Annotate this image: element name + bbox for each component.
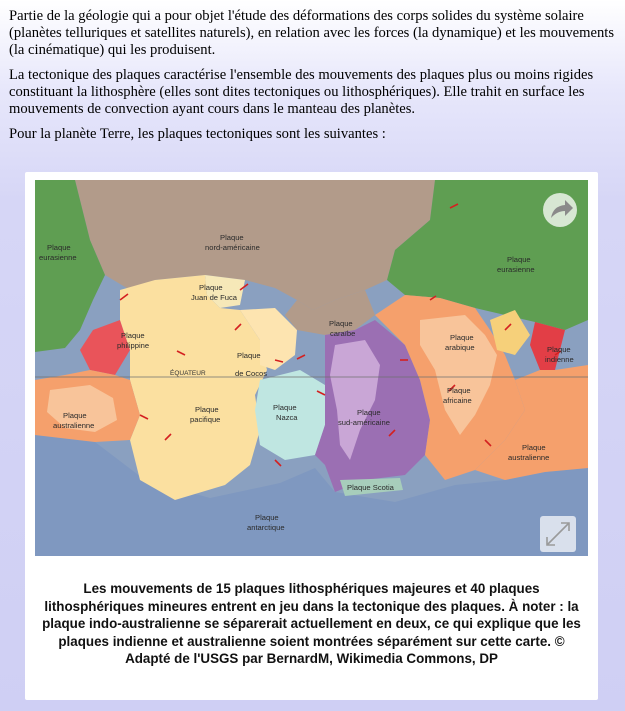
label-eurasienne-w-2: eurasienne xyxy=(39,253,77,262)
label-indienne-1: Plaque xyxy=(547,345,571,354)
label-juan-de-fuca-2: Juan de Fuca xyxy=(191,293,238,302)
label-sud-americaine-2: sud-américaine xyxy=(338,418,390,427)
label-australienne-w-1: Plaque xyxy=(63,411,87,420)
label-africaine-2: africaine xyxy=(443,396,472,405)
label-philippine-2: philippine xyxy=(117,341,150,350)
label-pacifique-2: pacifique xyxy=(190,415,221,424)
label-arabique-2: arabique xyxy=(445,343,475,352)
label-philippine-1: Plaque xyxy=(121,331,145,340)
label-australienne-e-1: Plaque xyxy=(522,443,546,452)
label-sud-americaine-1: Plaque xyxy=(357,408,381,417)
label-australienne-e-2: australienne xyxy=(508,453,550,462)
paragraph-definition: Partie de la géologie qui a pour objet l'étude des déformations des corps solides du système solaire (planètes telluriques et satellites naturels), en relation avec les forces (la dynamique) et les mouvements (la cinématique) qui les produisent. xyxy=(9,8,615,58)
label-antarctique-1: Plaque xyxy=(255,513,279,522)
label-eurasienne-e-1: Plaque xyxy=(507,255,531,264)
label-caraibe-2: caraïbe xyxy=(330,329,356,338)
paragraph-liste-intro: Pour la planète Terre, les plaques tectoniques sont les suivantes : xyxy=(9,126,386,142)
label-scotia: Plaque Scotia xyxy=(347,483,394,492)
label-eurasienne-w-1: Plaque xyxy=(47,243,71,252)
label-nord-americaine-2: nord-américaine xyxy=(205,243,260,252)
expand-button[interactable] xyxy=(540,516,576,552)
label-nazca-1: Plaque xyxy=(273,403,297,412)
label-nord-americaine-1: Plaque xyxy=(220,233,244,242)
label-nazca-2: Nazca xyxy=(276,413,298,422)
label-caraibe-1: Plaque xyxy=(329,319,353,328)
label-juan-de-fuca-1: Plaque xyxy=(199,283,223,292)
tectonic-plates-map[interactable] xyxy=(35,180,588,556)
label-eurasienne-e-2: eurasienne xyxy=(497,265,535,274)
label-cocos-1: Plaque xyxy=(237,351,261,360)
figure-caption: Les mouvements de 15 plaques lithosphériques majeures et 40 plaques lithosphériques mineures entrent en jeu dans la tectonique des plaques. À noter : la plaque indo-australienne se séparerait actuellement en deux, ce qui explique que les plaques indienne et australienne soient montrées séparément sur cette carte. © Adapté de l'USGS par BernardM, Wikimedia Commons, DP xyxy=(42,581,581,667)
label-arabique-1: Plaque xyxy=(450,333,474,342)
label-cocos-2: de Cocos xyxy=(235,369,268,378)
share-button[interactable] xyxy=(543,193,577,227)
paragraph-tectonique: La tectonique des plaques caractérise l'ensemble des mouvements des plaques plus ou moins rigides constituant la lithosphère (elles sont dites tectoniques ou lithosphériques). Elle trahit en surface les mouvements de convection ayant cours dans le manteau des planètes. xyxy=(9,67,594,117)
figure-card xyxy=(25,172,598,700)
label-australienne-w-2: australienne xyxy=(53,421,95,430)
label-antarctique-2: antarctique xyxy=(247,523,285,532)
label-pacifique-1: Plaque xyxy=(195,405,219,414)
label-indienne-2: indienne xyxy=(545,355,574,364)
label-africaine-1: Plaque xyxy=(447,386,471,395)
article-body xyxy=(9,8,617,151)
label-equateur: ÉQUATEUR xyxy=(170,370,206,377)
